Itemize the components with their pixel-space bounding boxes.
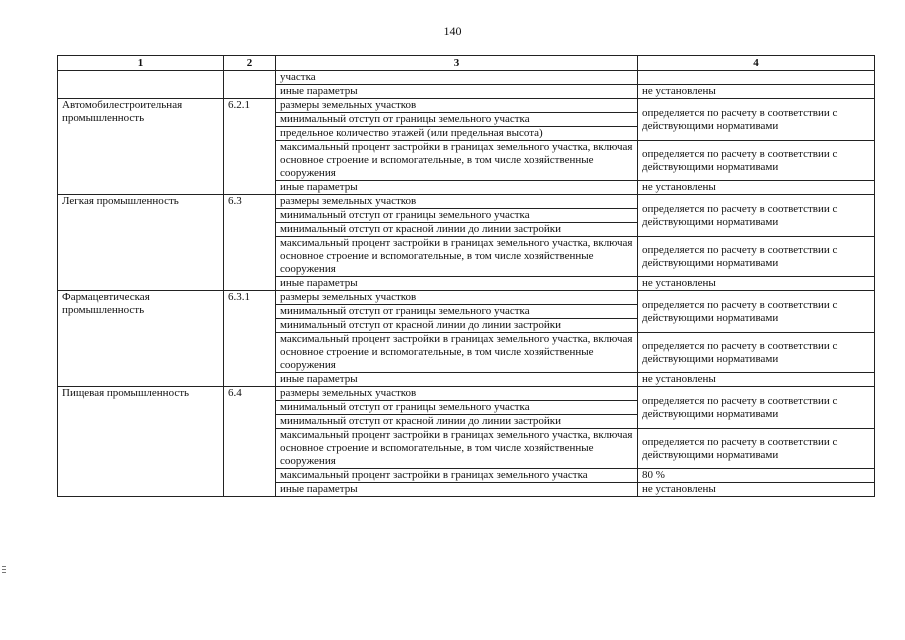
value-cell: определяется по расчету в соответствии с действующими нормативами xyxy=(638,99,875,141)
parameter-cell: минимальный отступ от красной линии до линии застройки xyxy=(276,223,638,237)
parameter-cell: максимальный процент застройки в границах земельного участка, включая основное строение и вспомогательные, в том числе хозяйственные сооружения xyxy=(276,141,638,181)
parameter-cell: минимальный отступ от границы земельного участка xyxy=(276,209,638,223)
value-cell: определяется по расчету в соответствии с действующими нормативами xyxy=(638,237,875,277)
use-code-cell: 6.3 xyxy=(224,195,276,291)
use-name-cell: Фармацевтическая промышленность xyxy=(58,291,224,387)
value-cell: определяется по расчету в соответствии с действующими нормативами xyxy=(638,195,875,237)
column-header: 4 xyxy=(638,56,875,71)
parameter-cell: иные параметры xyxy=(276,181,638,195)
scan-edge-mark xyxy=(2,566,6,567)
use-code-cell xyxy=(224,71,276,99)
use-name-cell: Автомобилестроительная промышленность xyxy=(58,99,224,195)
column-header: 3 xyxy=(276,56,638,71)
parameter-cell: минимальный отступ от красной линии до линии застройки xyxy=(276,415,638,429)
value-cell: 80 % xyxy=(638,469,875,483)
parameter-cell: минимальный отступ от границы земельного участка xyxy=(276,305,638,319)
column-header: 2 xyxy=(224,56,276,71)
table-header-row xyxy=(58,56,875,71)
value-cell: определяется по расчету в соответствии с действующими нормативами xyxy=(638,291,875,333)
parameter-cell: размеры земельных участков xyxy=(276,387,638,401)
value-cell: не установлены xyxy=(638,85,875,99)
use-code-cell: 6.3.1 xyxy=(224,291,276,387)
parameter-cell: максимальный процент застройки в границах земельного участка xyxy=(276,469,638,483)
value-cell: не установлены xyxy=(638,181,875,195)
use-code-cell: 6.4 xyxy=(224,387,276,497)
value-cell: не установлены xyxy=(638,483,875,497)
page-number: 140 xyxy=(443,24,462,38)
table-row xyxy=(58,195,875,209)
use-code-cell: 6.2.1 xyxy=(224,99,276,195)
value-cell: определяется по расчету в соответствии с действующими нормативами xyxy=(638,141,875,181)
scan-edge-mark xyxy=(2,572,6,573)
table-row xyxy=(58,387,875,401)
value-cell: определяется по расчету в соответствии с действующими нормативами xyxy=(638,333,875,373)
parameter-cell: максимальный процент застройки в границах земельного участка, включая основное строение и вспомогательные, в том числе хозяйственные сооружения xyxy=(276,333,638,373)
value-cell: не установлены xyxy=(638,277,875,291)
parameter-cell: иные параметры xyxy=(276,85,638,99)
zoning-parameters-table xyxy=(57,55,875,497)
parameter-cell: размеры земельных участков xyxy=(276,291,638,305)
table-row xyxy=(58,99,875,113)
table-row xyxy=(58,291,875,305)
parameter-cell: иные параметры xyxy=(276,373,638,387)
parameter-cell: минимальный отступ от красной линии до линии застройки xyxy=(276,319,638,333)
table-row xyxy=(58,71,875,85)
parameter-cell: предельное количество этажей (или предельная высота) xyxy=(276,127,638,141)
parameter-cell: минимальный отступ от границы земельного участка xyxy=(276,113,638,127)
parameter-cell: иные параметры xyxy=(276,277,638,291)
use-name-cell: Пищевая промышленность xyxy=(58,387,224,497)
value-cell: определяется по расчету в соответствии с действующими нормативами xyxy=(638,387,875,429)
use-name-cell xyxy=(58,71,224,99)
parameter-cell: минимальный отступ от границы земельного участка xyxy=(276,401,638,415)
parameter-cell: максимальный процент застройки в границах земельного участка, включая основное строение и вспомогательные, в том числе хозяйственные сооружения xyxy=(276,429,638,469)
value-cell xyxy=(638,71,875,85)
value-cell: не установлены xyxy=(638,373,875,387)
value-cell: определяется по расчету в соответствии с действующими нормативами xyxy=(638,429,875,469)
column-header: 1 xyxy=(58,56,224,71)
scan-edge-mark xyxy=(2,569,6,570)
parameter-cell: иные параметры xyxy=(276,483,638,497)
parameter-cell: максимальный процент застройки в границах земельного участка, включая основное строение и вспомогательные, в том числе хозяйственные сооружения xyxy=(276,237,638,277)
parameter-cell: участка xyxy=(276,71,638,85)
parameter-cell: размеры земельных участков xyxy=(276,195,638,209)
use-name-cell: Легкая промышленность xyxy=(58,195,224,291)
parameter-cell: размеры земельных участков xyxy=(276,99,638,113)
